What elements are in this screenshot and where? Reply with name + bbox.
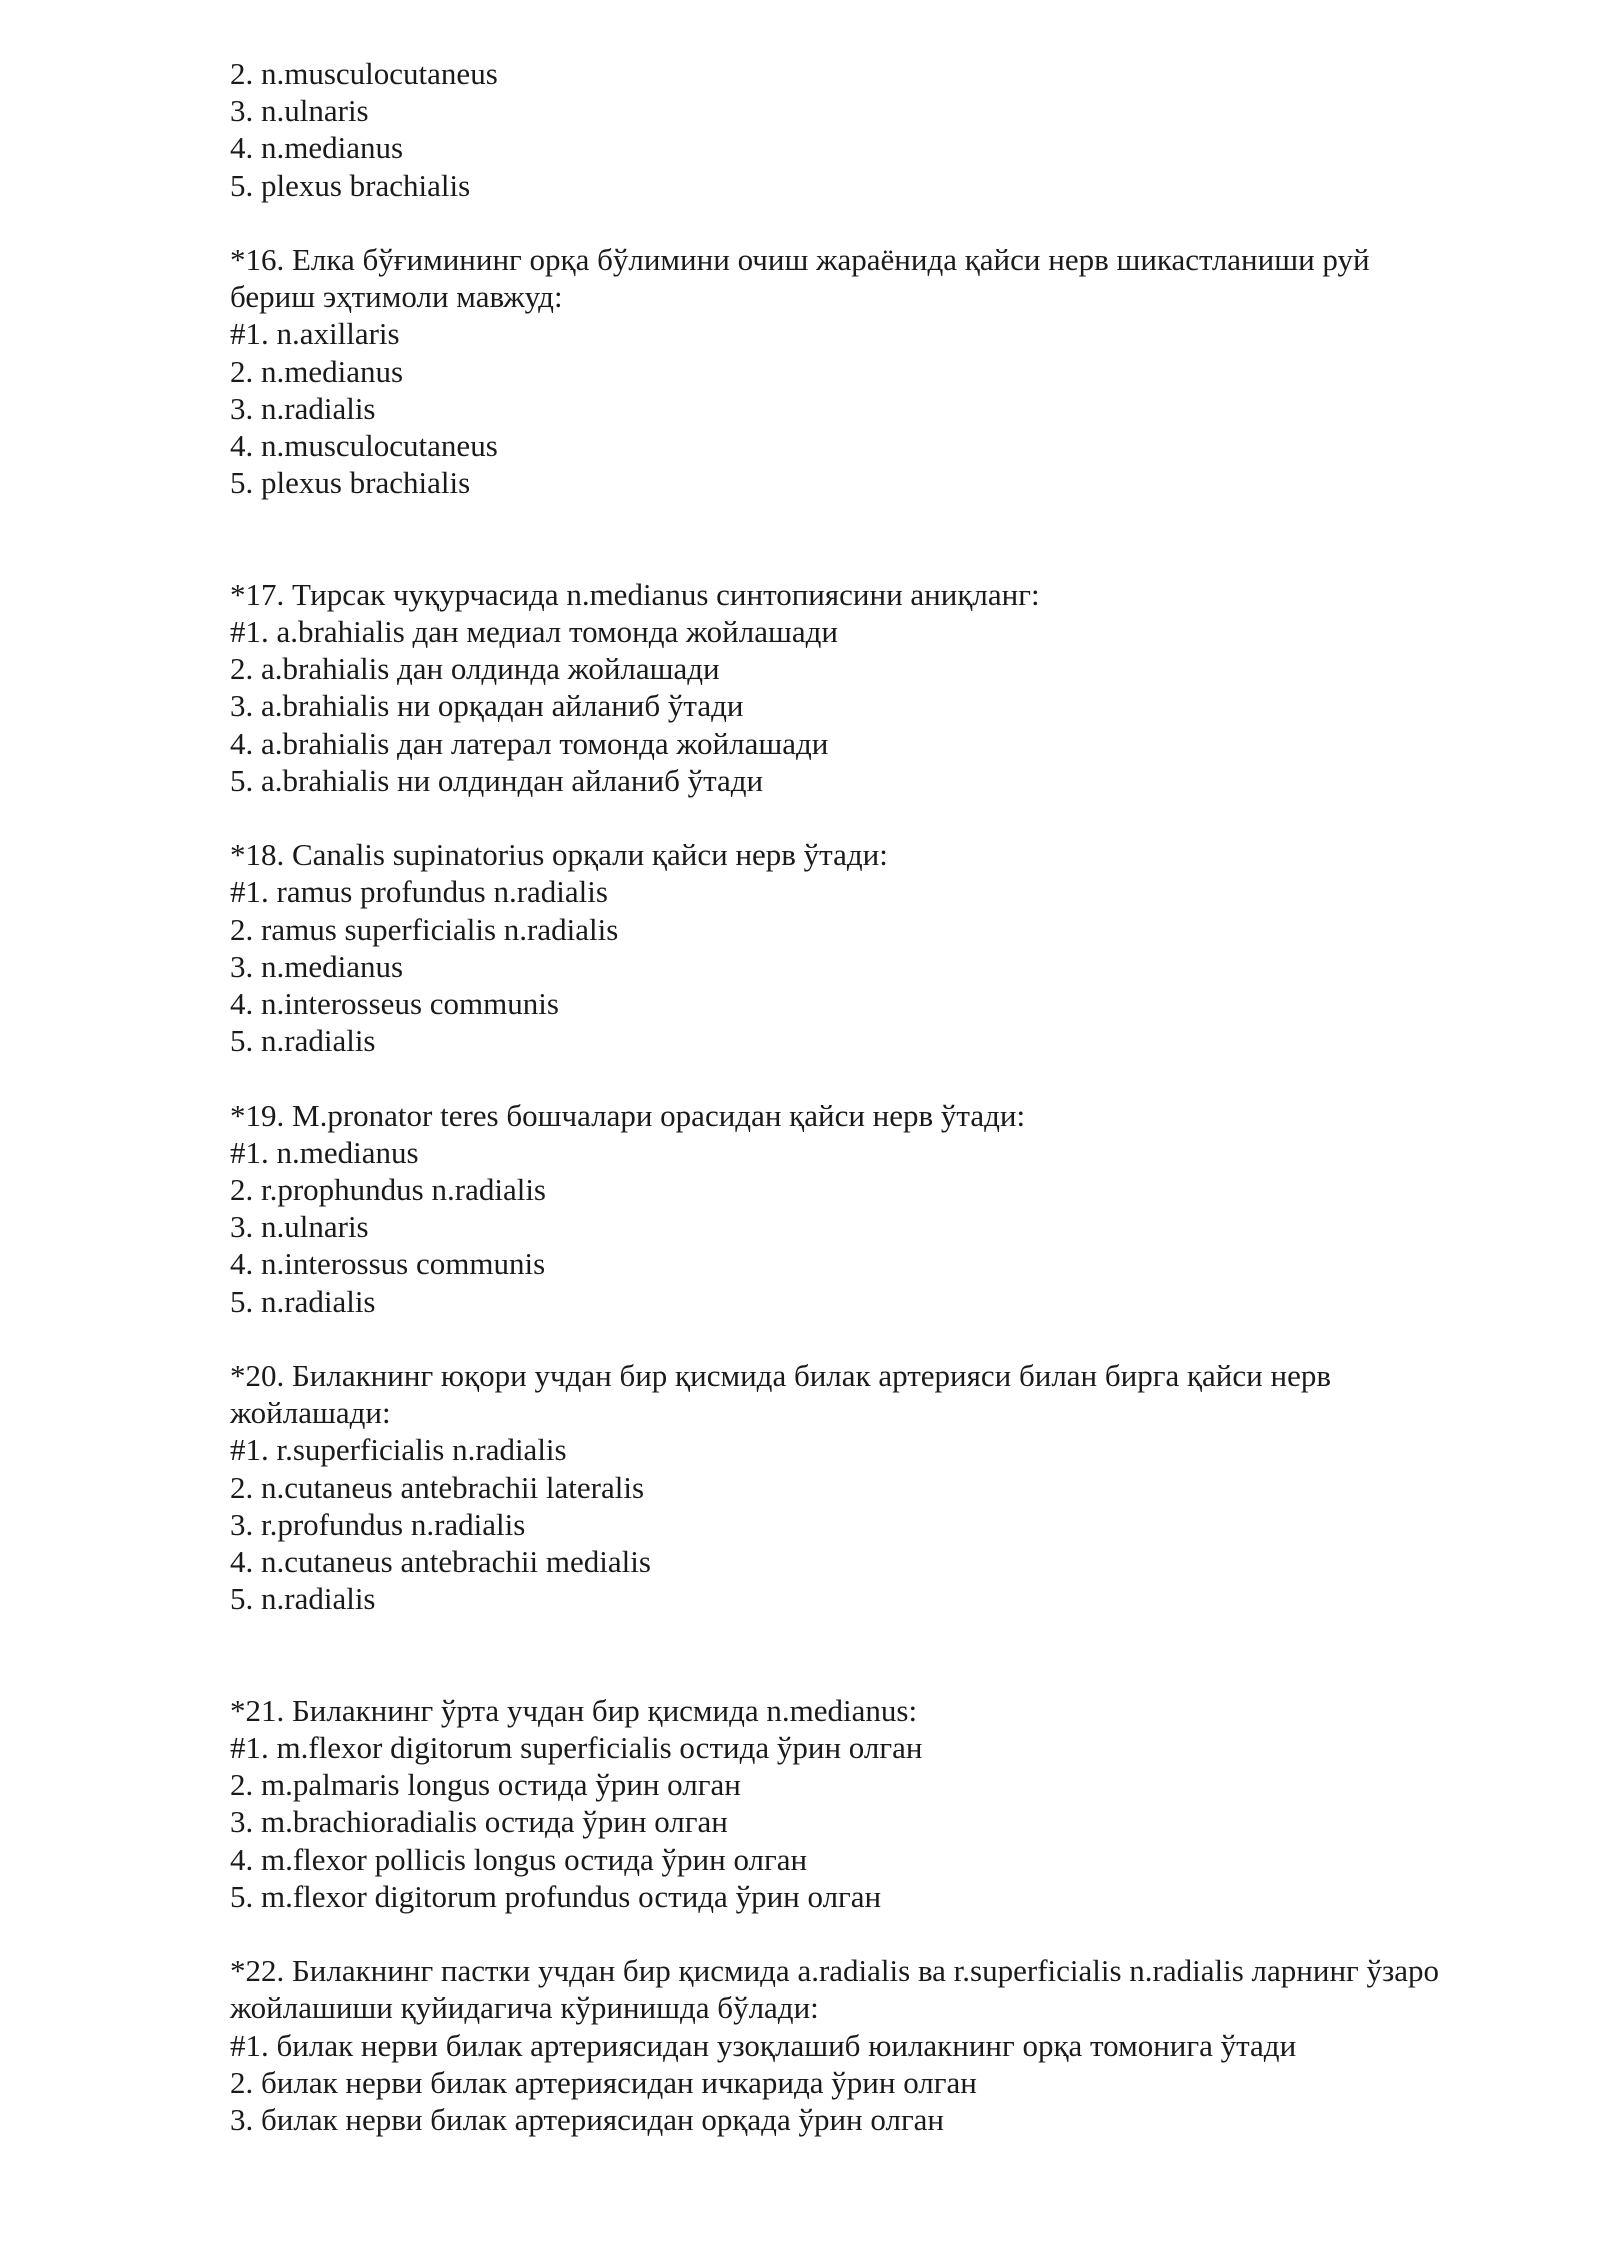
question-text: *21. Билакнинг ўрта учдан бир қисмида n.medianus:: [230, 1692, 918, 1728]
option-line: #1. n.axillaris: [230, 316, 400, 352]
continued-options-block: [230, 55, 1450, 204]
option-line: 5. a.brahialis ни олдиндан айланиб ўтади: [230, 762, 764, 798]
option-line: 3. n.ulnaris: [230, 93, 369, 129]
question-text: *19. M.pronator teres бошчалари орасидан қайси нерв ўтади:: [230, 1097, 1026, 1133]
option-line: #1. n.medianus: [230, 1134, 419, 1170]
option-line: 3. n.medianus: [230, 948, 404, 984]
option-line: 3. n.radialis: [230, 390, 376, 426]
option-line: 3. r.profundus n.radialis: [230, 1506, 526, 1542]
spacer: [230, 799, 1450, 836]
question-block-19: [230, 1097, 1450, 1320]
option-line: 5. plexus brachialis: [230, 167, 471, 203]
spacer: [230, 501, 1450, 575]
option-line: 5. m.flexor digitorum profundus остида ўрин олган: [230, 1878, 882, 1914]
question-block-22: [230, 1952, 1450, 2138]
option-line: 2. n.musculocutaneus: [230, 56, 498, 91]
spacer: [230, 1915, 1450, 1952]
option-line: 2. a.brahialis дан олдинда жойлашади: [230, 651, 720, 687]
option-line: 3. m.brachioradialis остида ўрин олган: [230, 1804, 728, 1840]
question-text: *20. Билакнинг юқори учдан бир қисмида билак артерияси билан бирга қайси нерв жойлашади:: [230, 1358, 1331, 1431]
question-block-18: [230, 836, 1450, 1059]
spacer: [230, 204, 1450, 241]
option-line: 5. plexus brachialis: [230, 465, 471, 501]
question-text: *22. Билакнинг пастки учдан бир қисмида a.radialis ва r.superficialis n.radialis ларнинг ўзаро жойлашиши қуйидагича кўринишда бўлади:: [230, 1953, 1440, 2026]
option-line: 4. n.musculocutaneus: [230, 428, 498, 464]
question-block-16: [230, 241, 1450, 501]
question-text: *16. Елка бўғимининг орқа бўлимини очиш жараёнида қайси нерв шикастланиши руй бериш эҳтимоли мавжуд:: [230, 242, 1370, 315]
option-line: 3. a.brahialis ни орқадан айланиб ўтади: [230, 688, 744, 724]
option-line: 4. n.interossus communis: [230, 1246, 546, 1282]
option-line: #1. ramus profundus n.radialis: [230, 874, 608, 910]
option-line: #1. a.brahialis дан медиал томонда жойлашади: [230, 614, 838, 650]
option-line: 4. n.interosseus communis: [230, 986, 559, 1022]
option-line: 2. n.medianus: [230, 353, 404, 389]
spacer: [230, 1059, 1450, 1096]
option-line: 4. a.brahialis дан латерал томонда жойлашади: [230, 725, 829, 761]
option-line: 3. n.ulnaris: [230, 1209, 369, 1245]
option-line: 4. n.cutaneus antebrachii medialis: [230, 1544, 651, 1580]
spacer: [230, 1617, 1450, 1691]
option-line: 3. билак нерви билак артериясидан орқада ўрин олган: [230, 2102, 945, 2138]
option-line: 4. m.flexor pollicis longus остида ўрин олган: [230, 1841, 808, 1877]
document-page: [230, 55, 1450, 2138]
option-line: 2. ramus superficialis n.radialis: [230, 911, 619, 947]
option-line: 2. n.cutaneus antebrachii lateralis: [230, 1469, 645, 1505]
option-line: #1. r.superficialis n.radialis: [230, 1432, 567, 1468]
option-line: 2. r.prophundus n.radialis: [230, 1172, 546, 1208]
option-line: 2. билак нерви билак артериясидан ичкарида ўрин олган: [230, 2064, 977, 2100]
question-block-21: [230, 1692, 1450, 1915]
option-line: 5. n.radialis: [230, 1023, 376, 1059]
option-line: #1. билак нерви билак артериясидан узоқлашиб юилакнинг орқа томонига ўтади: [230, 2027, 1297, 2063]
question-block-20: [230, 1357, 1450, 1617]
option-line: #1. m.flexor digitorum superficialis остида ўрин олган: [230, 1730, 923, 1766]
option-line: 2. m.palmaris longus остида ўрин олган: [230, 1767, 741, 1803]
option-line: 5. n.radialis: [230, 1283, 376, 1319]
option-line: 4. n.medianus: [230, 130, 404, 166]
option-line: 5. n.radialis: [230, 1581, 376, 1617]
question-block-17: [230, 576, 1450, 799]
question-text: *17. Тирсак чуқурчасида n.medianus синтопиясини аниқланг:: [230, 576, 1040, 612]
question-text: *18. Canalis supinatorius орқали қайси нерв ўтади:: [230, 837, 888, 873]
spacer: [230, 1320, 1450, 1357]
